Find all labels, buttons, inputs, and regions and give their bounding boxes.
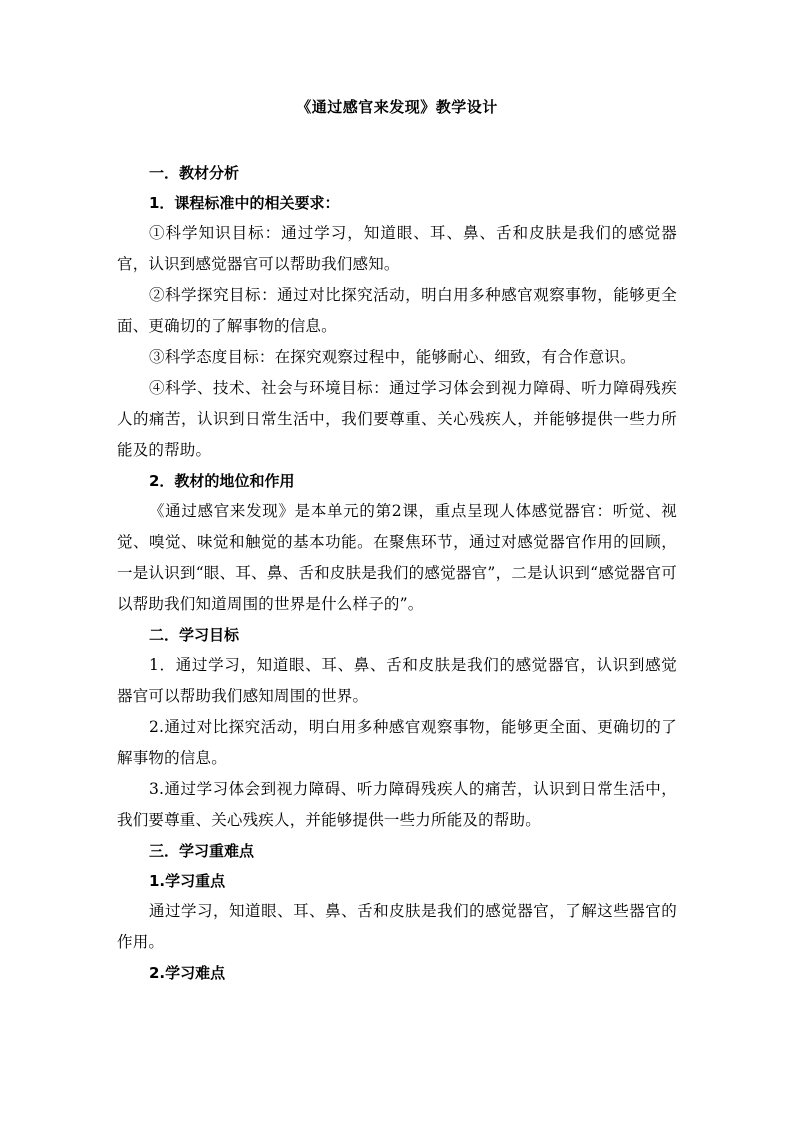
section-heading: 三．学习重难点 xyxy=(149,842,255,860)
paragraph: 3.通过学习体会到视力障碍、听力障碍残疾人的痛苦，认识到日常生活中，我们要尊重、关心残疾人，并能够提供一些力所能及的帮助。 xyxy=(117,780,677,829)
paragraph: 《通过感官来发现》是本单元的第2课，重点呈现人体感觉器官：听觉、视觉、嗅觉、味觉和触觉的基本功能。在聚焦环节，通过对感觉器官作用的回顾，一是认识到“眼、耳、鼻、舌和皮肤是我们的感觉器官”，二是认识到“感觉器官可以帮助我们知道周围的世界是什么样子的”。 xyxy=(117,502,677,613)
section-heading: 一．教材分析 xyxy=(149,164,240,182)
subsection-heading: 1.学习重点 xyxy=(149,872,226,890)
paragraph: 通过学习，知道眼、耳、鼻、舌和皮肤是我们的感觉器官，了解这些器官的作用。 xyxy=(117,902,677,951)
subsection-heading: 2.学习难点 xyxy=(149,964,226,982)
subsection-heading: 2．教材的地位和作用 xyxy=(149,472,295,490)
paragraph: 2.通过对比探究活动，明白用多种感官观察事物，能够更全面、更确切的了解事物的信息。 xyxy=(117,718,677,767)
paragraph: 1．通过学习，知道眼、耳、鼻、舌和皮肤是我们的感觉器官，认识到感觉器官可以帮助我们感知周围的世界。 xyxy=(117,656,677,705)
paragraph: ③科学态度目标：在探究观察过程中，能够耐心、细致，有合作意识。 xyxy=(149,348,636,366)
subsection-heading: 1．课程标准中的相关要求： xyxy=(149,194,340,212)
section-heading: 二．学习目标 xyxy=(149,626,240,644)
paragraph: ①科学知识目标：通过学习，知道眼、耳、鼻、舌和皮肤是我们的感觉器官，认识到感觉器官可以帮助我们感知。 xyxy=(117,224,677,273)
document-title: 《通过感官来发现》教学设计 xyxy=(296,98,498,116)
paragraph: ②科学探究目标：通过对比探究活动，明白用多种感官观察事物，能够更全面、更确切的了解事物的信息。 xyxy=(117,286,677,335)
paragraph: ④科学、技术、社会与环境目标：通过学习体会到视力障碍、听力障碍残疾人的痛苦，认识到日常生活中，我们要尊重、关心残疾人，并能够提供一些力所能及的帮助。 xyxy=(117,379,677,459)
document-page xyxy=(117,96,677,988)
